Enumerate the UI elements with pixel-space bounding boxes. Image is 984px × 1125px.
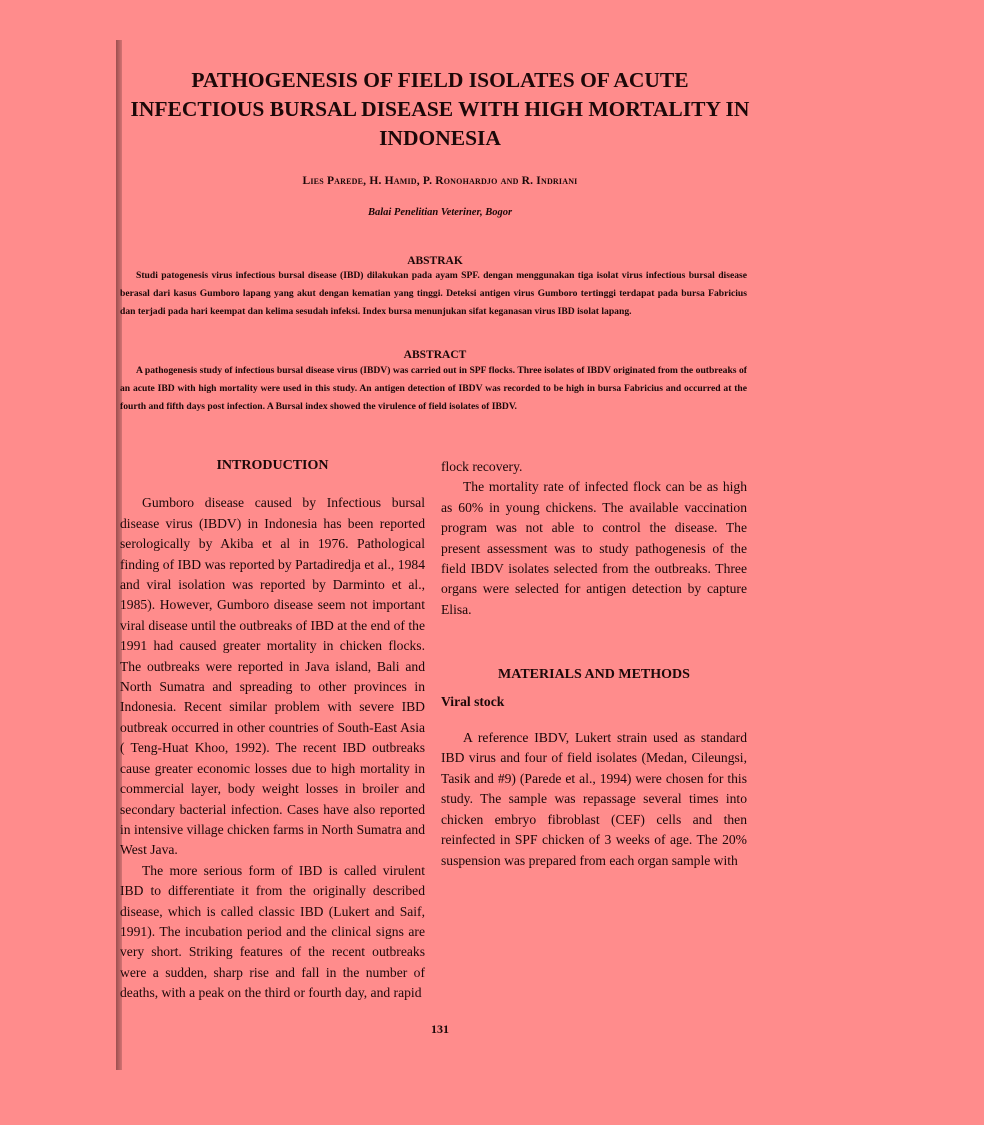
introduction-paragraph-3: The mortality rate of infected flock can be as high as 60% in young chickens. The available vaccination program was not able to control the disease. The present assessment was to study pathogenesis of the field IBDV isolates selected from the outbreaks. Three organs were selected for antigen detection by capture Elisa. <box>441 479 747 617</box>
abstrak-text: Studi patogenesis virus infectious bursal disease (IBD) dilakukan pada ayam SPF. dengan menggunakan tiga isolat virus infectious bursal disease berasal dari kasus Gumboro lapang yang akut dengan kematian yang tinggi. Deteksi antigen virus Gumboro tertinggi terdapat pada bursa Fabricius dan terjadi pada hari keempat dan kelima sesudah infeksi. Index bursa menunjukan sifat keganasan virus IBD isolat lapang. <box>120 270 747 317</box>
methods-heading: MATERIALS AND METHODS <box>498 667 690 683</box>
introduction-paragraph-2: The more serious form of IBD is called virulent IBD to differentiate it from the originally described disease, which is called classic IBD (Lukert and Saif, 1991). The incubation period and the clinical signs are very short. Striking features of the recent outbreaks were a sudden, sharp rise and fall in the number of deaths, with a peak on the third or fourth day, and rapid <box>120 862 425 1001</box>
introduction-heading: INTRODUCTION <box>216 458 329 473</box>
methods-paragraph-1: A reference IBDV, Lukert strain used as standard IBD virus and four of field isolates (Medan, Cileungsi, Tasik and #9) (Parede et al., 1994) were chosen for this study. The sample was repassage several times into chicken embryo fibroblast (CEF) cells and then reinfected in SPF chicken of 3 weeks of age. The 20% suspension was prepared from each organ sample with <box>441 730 747 868</box>
paper-title <box>110 66 770 153</box>
abstrak-heading: ABSTRAK <box>407 255 463 267</box>
affiliation: Balai Penelitian Veteriner, Bogor <box>367 207 513 218</box>
introduction-paragraph-1: Gumboro disease caused by Infectious bursal disease virus (IBDV) in Indonesia has been reported serologically by Akiba et al in 1976. Pathological finding of IBD was reported by Partadiredja et al., 1984 and viral isolation was reported by Darminto et al., 1985). However, Gumboro disease seem not important viral disease until the outbreaks of IBD at the end of the 1991 had caused greater mortality in chicken flocks. The outbreaks were reported in Java island, Bali and North Sumatra and spreading to other provinces in Indonesia. Recent similar problem with severe IBD outbreak occurred in other countries of South-East Asia ( Teng-Huat Khoo, 1992). The recent IBD outbreaks cause greater economic losses due to high mortality in commercial layer, body weight losses in broiler and secondary bacterial infection. Cases have also reported in intensive village chicken farms in North Sumatra and West Java. <box>120 495 425 858</box>
title-line-3: INDONESIA <box>379 126 501 150</box>
authors: Lies Parede, H. Hamid, P. Ronohardjo and R. Indriani <box>302 175 578 187</box>
title-line-1: PATHOGENESIS OF FIELD ISOLATES OF ACUTE <box>191 68 689 92</box>
right-column <box>441 457 747 871</box>
title-line-2: INFECTIOUS BURSAL DISEASE WITH HIGH MORTALITY IN <box>130 97 750 121</box>
introduction-paragraph-2-continued: flock recovery. <box>441 459 523 474</box>
left-column <box>120 456 425 1004</box>
viral-stock-subheading: Viral stock <box>441 693 505 709</box>
abstract-text: A pathogenesis study of infectious bursal disease virus (IBDV) was carried out in SPF flocks. Three isolates of IBDV originated from the outbreaks of an acute IBD with high mortality were used in this study. An antigen detection of IBDV was recorded to be high in bursa Fabricius and occurred at the fourth and fifth days post infection. A Bursal index showed the virulence of field isolates of IBDV. <box>120 365 747 412</box>
abstract-heading: ABSTRACT <box>403 349 467 361</box>
page-number: 131 <box>431 1022 449 1036</box>
